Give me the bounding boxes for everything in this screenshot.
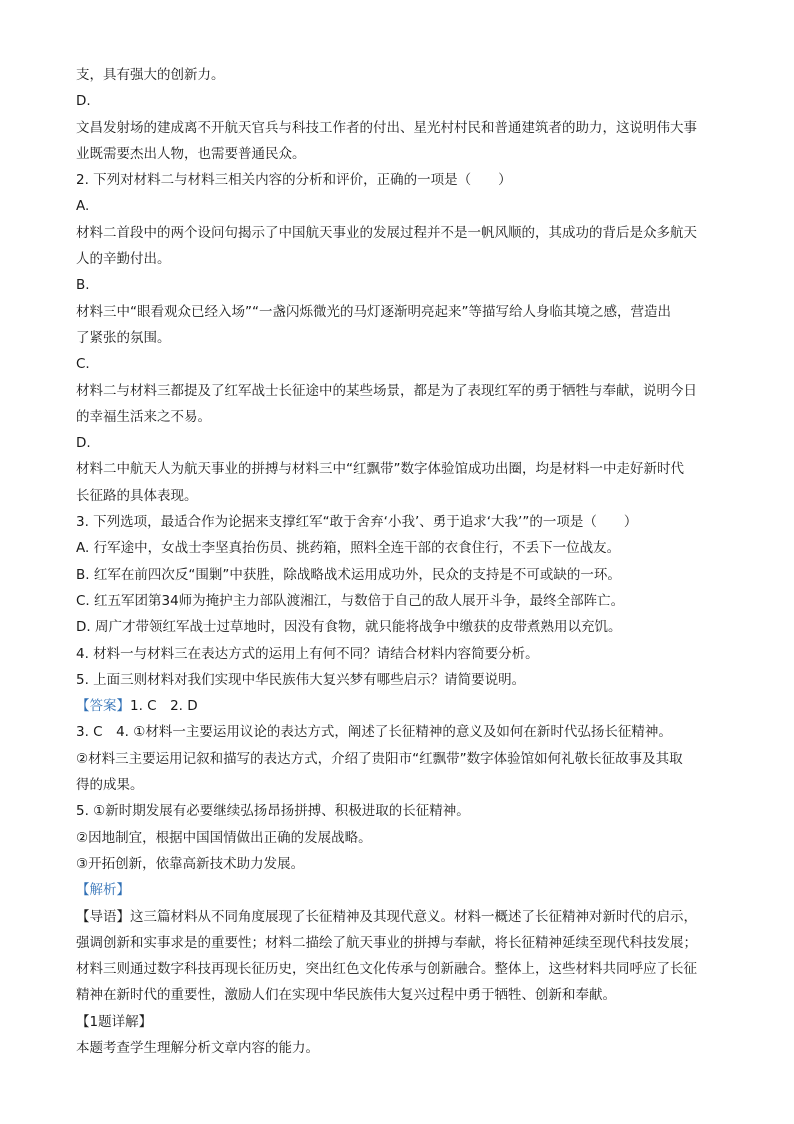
text-line: A. (76, 198, 90, 215)
detail-line: 本题考查学生理解分析文章内容的能力。 (76, 1039, 319, 1056)
text-line: 材料二与材料三都提及了红军战士长征途中的某些场景，都是为了表现红军的勇于牺牲与奉献，说明今日 (76, 382, 697, 399)
answer-line: ③开拓创新，依靠高新技术助力发展。 (76, 855, 305, 872)
answer-label: 【答案】 (76, 698, 130, 715)
text-line: C. (76, 356, 90, 373)
text-line: D. 周广才带领红军战士过草地时，因没有食物，就只能将战争中缴获的皮带煮熟用以充饥。 (76, 619, 622, 636)
answer-line: ②材料三主要运用记叙和描写的表达方式，介绍了贵阳市“红飘带”数字体验馆如何礼敬长征故事及其取 (76, 750, 683, 767)
answer-line: 得的成果。 (76, 777, 144, 794)
guide-line: 材料三则通过数字科技再现长征历史，突出红色文化传承与创新融合。整体上，这些材料共同呼应了长征 (76, 961, 697, 978)
text-line: D. (76, 435, 91, 452)
answer-body (76, 719, 794, 877)
text-line: 长征路的具体表现。 (76, 487, 198, 504)
guide-label: 【导语】 (76, 908, 130, 925)
answer-line: 5. ①新时期发展有必要继续弘扬昂扬拼搏、积极进取的长征精神。 (76, 803, 470, 820)
analysis-label: 【解析】 (76, 882, 130, 899)
text-line: 4. 材料一与材料三在表达方式的运用上有何不同？请结合材料内容简要分析。 (76, 645, 539, 662)
text-line: 的幸福生活来之不易。 (76, 408, 211, 425)
guide-line: 这三篇材料从不同角度展现了长征精神及其现代意义。材料一概述了长征精神对新时代的启示， (130, 908, 697, 925)
text-line: 人的辛勤付出。 (76, 251, 171, 268)
text-line: D. (76, 93, 91, 110)
guide-block (76, 904, 794, 1009)
text-line: 5. 上面三则材料对我们实现中华民族伟大复兴梦有哪些启示？请简要说明。 (76, 671, 526, 688)
text-line: 3. 下列选项，最适合作为论据来支撑红军“敢于舍弃‘小我’、勇于追求‘大我’”的一项是（ ） (76, 514, 638, 531)
text-line: A. 行军途中，女战士李坚真抬伤员、挑药箱，照料全连干部的衣食住行，不丢下一位战友。 (76, 540, 621, 557)
text-line: 业既需要杰出人物，也需要普通民众。 (76, 145, 306, 162)
question-body (76, 62, 794, 693)
guide-first-line (76, 904, 794, 930)
text-line: C. 红五军团第34师为掩护主力部队渡湘江，与数倍于自己的敌人展开斗争，最终全部阵亡。 (76, 592, 625, 609)
text-line: 材料三中“眼看观众已经入场”“一盏闪烁微光的马灯逐渐明亮起来”等描写给人身临其境之感，营造出 (76, 303, 671, 320)
answer-line: 3. C 4. ①材料一主要运用议论的表达方式，阐述了长征精神的意义及如何在新时代弘扬长征精神。 (76, 724, 672, 741)
answer-line: ②因地制宜，根据中国国情做出正确的发展战略。 (76, 829, 372, 846)
answer-line (76, 693, 794, 719)
text-line: 材料二首段中的两个设问句揭示了中国航天事业的发展过程并不是一帆风顺的，其成功的背后是众多航天 (76, 224, 697, 241)
text-line: 2. 下列对材料二与材料三相关内容的分析和评价，正确的一项是（ ） (76, 172, 512, 189)
guide-line: 强调创新和实事求是的重要性；材料二描绘了航天事业的拼搏与奉献，将长征精神延续至现代科技发展； (76, 934, 697, 951)
text-line: 支，具有强大的创新力。 (76, 67, 225, 83)
text-line: B. (76, 277, 90, 294)
guide-line: 精神在新时代的重要性，激励人们在实现中华民族伟大复兴过程中勇于牺牲、创新和奉献。 (76, 987, 616, 1004)
text-line: 材料二中航天人为航天事业的拼搏与材料三中“红飘带”数字体验馆成功出圈，均是材料一中走好新时代 (76, 461, 684, 478)
answer-text: 1. C 2. D (130, 698, 198, 715)
text-line: 了紧张的氛围。 (76, 329, 171, 346)
detail-label: 【1题详解】 (76, 1013, 153, 1030)
text-line: B. 红军在前四次反“围剿”中获胜，除战略战术运用成功外，民众的支持是不可或缺的一环。 (76, 566, 621, 583)
text-line: 文昌发射场的建成离不开航天官兵与科技工作者的付出、星光村村民和普通建筑者的助力，这说明伟大事 (76, 119, 697, 136)
